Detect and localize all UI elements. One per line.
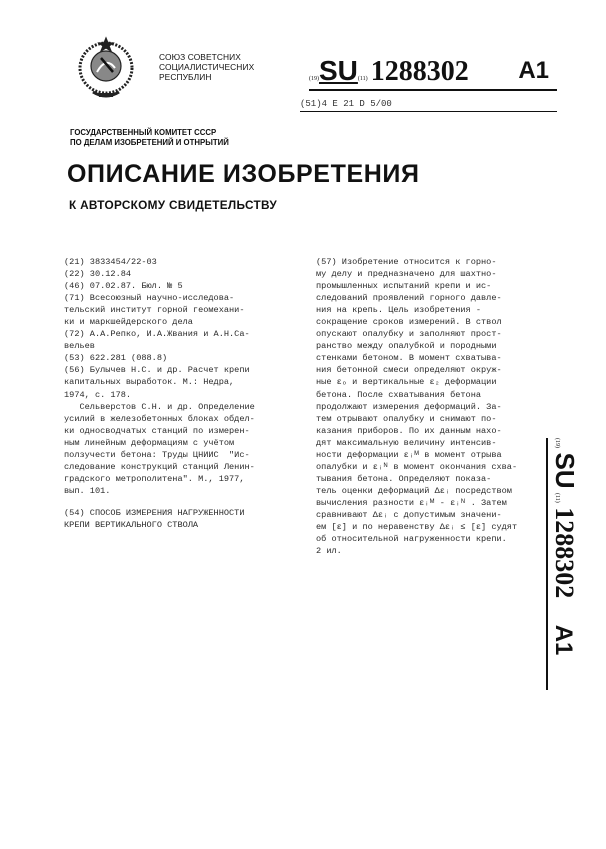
country-name (159, 52, 254, 82)
abstract-line: опалубки и εᵢᴺ в момент окончания схва- (316, 461, 518, 472)
ussr-emblem-icon (75, 32, 137, 102)
committee-name (70, 128, 229, 148)
code-19: (19) (309, 76, 319, 82)
abstract-line: тем отрывают опалубку и снимают по- (316, 413, 497, 424)
biblio-line: (46) 07.02.87. Бюл. № 5 (64, 281, 183, 292)
biblio-line: усилий в железобетонных блоках обдел- (64, 413, 255, 424)
ipc-classification: (51)4 Е 21 D 5/00 (300, 99, 557, 112)
side-publication-label (540, 438, 580, 688)
biblio-line: (72) А.А.Репко, И.А.Жвания и А.Н.Са- (64, 329, 250, 340)
biblio-line: вып. 101. (64, 485, 111, 496)
biblio-line: следование конструкций станций Ленин- (64, 461, 255, 472)
abstract-line: сокращение сроков измерений. В ствол (316, 317, 502, 328)
biblio-line: ки и маркшейдерского дела (64, 317, 193, 328)
biblio-line: вельев (64, 341, 95, 352)
abstract-line: ния бетонной смеси определяют окруж- (316, 365, 502, 376)
biblio-line: 1974, с. 178. (64, 389, 132, 400)
abstract-line: тель оценки деформаций Δεᵢ посредством (316, 485, 512, 496)
abstract-line: следований проявлений горного давле- (316, 293, 502, 304)
abstract-line: вычисления разности εᵢᴹ - εᵢᴺ . Затем (316, 497, 507, 508)
biblio-line: (53) 622.281 (088.8) (64, 353, 168, 364)
abstract-line: 2 ил. (316, 546, 342, 557)
country-line: СОЦИАЛИСТИЧЕСНИХ (159, 62, 255, 72)
committee-line: ПО ДЕЛАМ ИЗОБРЕТЕНИЙ И ОТНРЫТИЙ (70, 138, 229, 147)
biblio-line: градского метрополитена". М., 1977, (64, 473, 245, 484)
invention-title-line: (54) СПОСОБ ИЗМЕРЕНИЯ НАГРУЖЕННОСТИ (64, 507, 245, 518)
country-code: SU (319, 55, 358, 86)
document-subtitle: К АВТОРСКОМУ СВИДЕТЕЛЬСТВУ (69, 198, 278, 212)
abstract-line: ния на крепь. Цель изобретения - (316, 305, 482, 316)
side-country-code: SU (550, 452, 580, 489)
biblio-line: ползучести бетона: Труды ЦНИИС "Ис- (64, 449, 250, 460)
biblio-line: ным линейным деформациям с учётом (64, 437, 235, 448)
side-patent-number: 1288302 (550, 507, 579, 599)
country-line: РЕСПУБЛИН (159, 72, 212, 82)
document-title: ОПИСАНИЕ ИЗОБРЕТЕНИЯ (67, 160, 420, 188)
side-kind-code: A1 (550, 624, 577, 656)
kind-code: A1 (518, 57, 549, 84)
abstract-line: стенками бетоном. В момент схватыва- (316, 353, 502, 364)
abstract-line: об относительной нагруженности крепи. (316, 534, 507, 545)
abstract-line: промышленных испытаний крепи и ис- (316, 281, 492, 292)
abstract-line: опускают опалубку и заполняют прост- (316, 329, 502, 340)
biblio-line: (56) Булычев Н.С. и др. Расчет крепи (64, 365, 250, 376)
committee-line: ГОСУДАРСТВЕННЫЙ КОМИТЕТ СССР (70, 128, 217, 137)
biblio-line: (22) 30.12.84 (64, 269, 132, 280)
abstract-line: сравнивают Δεᵢ с допустимым значени- (316, 509, 502, 520)
biblio-line: (21) 3833454/22-03 (64, 257, 157, 267)
bibliographic-data (64, 256, 296, 531)
abstract-line: казания приборов. По их данным нахо- (316, 425, 502, 436)
abstract-line: тывания бетона. Определяют показа- (316, 473, 492, 484)
biblio-line: ки односводчатых станций по измерен- (64, 425, 250, 436)
biblio-line: капитальных выработок. М.: Недра, (64, 377, 235, 388)
abstract-line: ранство между опалубкой и породными (316, 341, 497, 352)
invention-title-line: КРЕПИ ВЕРТИКАЛЬНОГО СТВОЛА (64, 519, 199, 530)
patent-number: 1288302 (370, 56, 469, 87)
code-11: (11) (357, 76, 368, 82)
abstract-line: (57) Изобретение относится к горно- (316, 257, 497, 267)
abstract-line: ем [ε] и по неравенству Δεᵢ ≤ [ε] судят (316, 522, 518, 533)
biblio-line: (71) Всесоюзный научно-исследова- (64, 293, 235, 304)
publication-number (309, 55, 557, 91)
country-line: СОЮЗ СОВЕТСНИХ (159, 52, 241, 62)
side-code-11: (11) (554, 493, 560, 503)
abstract-line: му делу и предназначено для шахтно- (316, 269, 497, 280)
abstract-line: дят максимальную величину интенсив- (316, 437, 497, 448)
biblio-line: тельский институт горной геомехани- (64, 305, 245, 316)
abstract (316, 256, 538, 557)
abstract-line: бетона. После схватывания бетона (316, 389, 482, 400)
abstract-line: ные εₒ и вертикальные ε₂ деформации (316, 377, 497, 388)
abstract-line: ности деформации εᵢᴹ в момент отрыва (316, 449, 502, 460)
abstract-line: продолжают измерения деформаций. За- (316, 401, 502, 412)
side-code-19: (19) (554, 438, 560, 448)
biblio-line: Сельверстов С.Н. и др. Определение (64, 401, 255, 412)
